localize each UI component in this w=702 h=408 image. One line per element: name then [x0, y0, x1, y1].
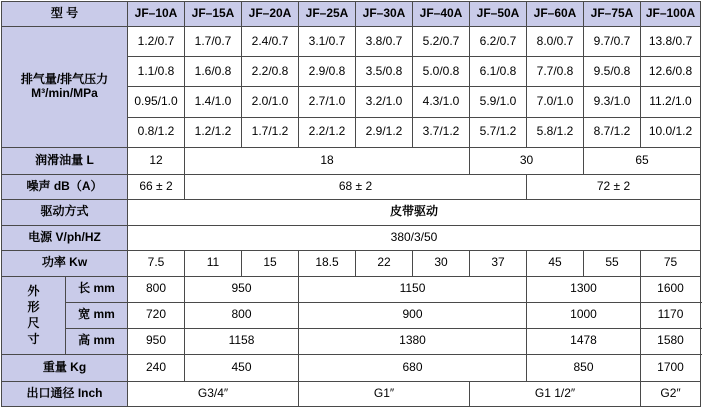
weight-label: 重量 Kg [2, 354, 128, 381]
exhaust-cell: 11.2/1.0 [641, 87, 701, 117]
height-row [2, 328, 701, 354]
model-cell: JF–60A [527, 2, 584, 27]
model-row [2, 2, 701, 27]
power-cell: 55 [584, 250, 641, 276]
noise-cell: 68 ± 2 [185, 174, 527, 199]
exhaust-cell: 2.2/1.2 [299, 117, 356, 147]
power-cell: 45 [527, 250, 584, 276]
weight-row [2, 354, 701, 381]
exhaust-cell: 1.2/0.7 [128, 26, 185, 56]
length-cell: 1150 [299, 276, 527, 302]
exhaust-cell: 9.3/1.0 [584, 87, 641, 117]
length-label: 长 mm [66, 276, 128, 302]
oil-row [2, 147, 701, 174]
noise-label: 噪声 dB（A） [2, 174, 128, 199]
exhaust-cell: 2.0/1.0 [242, 87, 299, 117]
power-cell: 7.5 [128, 250, 185, 276]
length-cell: 1300 [527, 276, 641, 302]
drive-label: 驱动方式 [2, 199, 128, 225]
exhaust-cell: 7.0/1.0 [527, 87, 584, 117]
power-row [2, 250, 701, 276]
height-cell: 1158 [185, 328, 299, 354]
exhaust-cell: 9.7/0.7 [584, 26, 641, 56]
drive-value: 皮带驱动 [128, 199, 701, 225]
dimensions-label-char: 形 [27, 300, 40, 315]
exhaust-cell: 10.0/1.2 [641, 117, 701, 147]
outlet-row [2, 381, 701, 406]
exhaust-cell: 8.7/1.2 [584, 117, 641, 147]
exhaust-cell: 9.5/0.8 [584, 57, 641, 87]
exhaust-label [2, 26, 128, 147]
dimensions-label-char: 寸 [27, 332, 40, 347]
oil-cell: 18 [185, 147, 470, 174]
exhaust-cell: 2.2/0.8 [242, 57, 299, 87]
exhaust-cell: 7.7/0.8 [527, 57, 584, 87]
exhaust-cell: 6.2/0.7 [470, 26, 527, 56]
exhaust-cell: 1.4/1.0 [185, 87, 242, 117]
exhaust-cell: 13.8/0.7 [641, 26, 701, 56]
weight-cell: 240 [128, 354, 185, 381]
oil-cell: 30 [470, 147, 584, 174]
dimensions-label-char: 外 [27, 284, 40, 299]
height-cell: 1580 [641, 328, 701, 354]
power-cell: 15 [242, 250, 299, 276]
exhaust-cell: 3.5/0.8 [356, 57, 413, 87]
width-row [2, 302, 701, 328]
model-label: 型 号 [2, 2, 128, 27]
exhaust-cell: 2.9/0.8 [299, 57, 356, 87]
exhaust-label-line1: 排气量/排气压力 [20, 72, 109, 87]
exhaust-cell: 1.7/0.7 [185, 26, 242, 56]
height-label: 高 mm [66, 328, 128, 354]
exhaust-cell: 3.8/0.7 [356, 26, 413, 56]
model-cell: JF–20A [242, 2, 299, 27]
outlet-cell: G1 1/2″ [470, 381, 641, 406]
exhaust-cell: 5.9/1.0 [470, 87, 527, 117]
width-label: 宽 mm [66, 302, 128, 328]
outlet-label: 出口通径 Inch [2, 381, 128, 406]
exhaust-cell: 8.0/0.7 [527, 26, 584, 56]
width-cell: 720 [128, 302, 185, 328]
power-supply-value: 380/3/50 [128, 225, 701, 250]
noise-cell: 66 ± 2 [128, 174, 185, 199]
exhaust-cell: 5.7/1.2 [470, 117, 527, 147]
noise-cell: 72 ± 2 [527, 174, 701, 199]
model-cell: JF–15A [185, 2, 242, 27]
exhaust-cell: 1.2/1.2 [185, 117, 242, 147]
exhaust-cell: 1.6/0.8 [185, 57, 242, 87]
weight-cell: 450 [185, 354, 299, 381]
width-cell: 800 [185, 302, 299, 328]
length-cell: 950 [185, 276, 299, 302]
power-cell: 37 [470, 250, 527, 276]
weight-cell: 1700 [641, 354, 701, 381]
exhaust-cell: 4.3/1.0 [413, 87, 470, 117]
height-cell: 950 [128, 328, 185, 354]
model-cell: JF–40A [413, 2, 470, 27]
exhaust-cell: 12.6/0.8 [641, 57, 701, 87]
power-supply-label: 电源 V/ph/HZ [2, 225, 128, 250]
width-cell: 900 [299, 302, 527, 328]
drive-row [2, 199, 701, 225]
model-cell: JF–25A [299, 2, 356, 27]
exhaust-cell: 6.1/0.8 [470, 57, 527, 87]
exhaust-cell: 0.95/1.0 [128, 87, 185, 117]
exhaust-cell: 2.7/1.0 [299, 87, 356, 117]
exhaust-cell: 2.9/1.2 [356, 117, 413, 147]
outlet-cell: G2″ [641, 381, 701, 406]
exhaust-cell: 1.1/0.8 [128, 57, 185, 87]
length-cell: 800 [128, 276, 185, 302]
power-cell: 30 [413, 250, 470, 276]
exhaust-cell: 3.1/0.7 [299, 26, 356, 56]
exhaust-cell: 3.7/1.2 [413, 117, 470, 147]
width-cell: 1170 [641, 302, 701, 328]
noise-row [2, 174, 701, 199]
power-cell: 22 [356, 250, 413, 276]
model-cell: JF–50A [470, 2, 527, 27]
oil-label: 润滑油量 L [2, 147, 128, 174]
exhaust-cell: 5.2/0.7 [413, 26, 470, 56]
outlet-cell: G3/4″ [128, 381, 299, 406]
dimensions-label [2, 276, 66, 354]
exhaust-label-line2: M³/min/MPa [31, 85, 98, 100]
width-cell: 1000 [527, 302, 641, 328]
length-cell: 1600 [641, 276, 701, 302]
exhaust-cell: 0.8/1.2 [128, 117, 185, 147]
exhaust-cell: 2.4/0.7 [242, 26, 299, 56]
oil-cell: 65 [584, 147, 701, 174]
power-cell: 75 [641, 250, 701, 276]
model-cell: JF–75A [584, 2, 641, 27]
power-label: 功率 Kw [2, 250, 128, 276]
outlet-cell: G1″ [299, 381, 470, 406]
dimensions-label-char: 尺 [27, 316, 40, 331]
power-cell: 18.5 [299, 250, 356, 276]
weight-cell: 850 [527, 354, 641, 381]
model-cell: JF–10A [128, 2, 185, 27]
exhaust-cell: 3.2/1.0 [356, 87, 413, 117]
exhaust-cell: 5.8/1.2 [527, 117, 584, 147]
model-cell: JF–100A [641, 2, 701, 27]
oil-cell: 12 [128, 147, 185, 174]
spec-table [1, 1, 701, 407]
height-cell: 1478 [527, 328, 641, 354]
exhaust-cell: 5.0/0.8 [413, 57, 470, 87]
power-cell: 11 [185, 250, 242, 276]
exhaust-row [2, 26, 701, 56]
exhaust-cell: 1.7/1.2 [242, 117, 299, 147]
length-row [2, 276, 701, 302]
power-supply-row [2, 225, 701, 250]
weight-cell: 680 [299, 354, 527, 381]
model-cell: JF–30A [356, 2, 413, 27]
height-cell: 1380 [299, 328, 527, 354]
